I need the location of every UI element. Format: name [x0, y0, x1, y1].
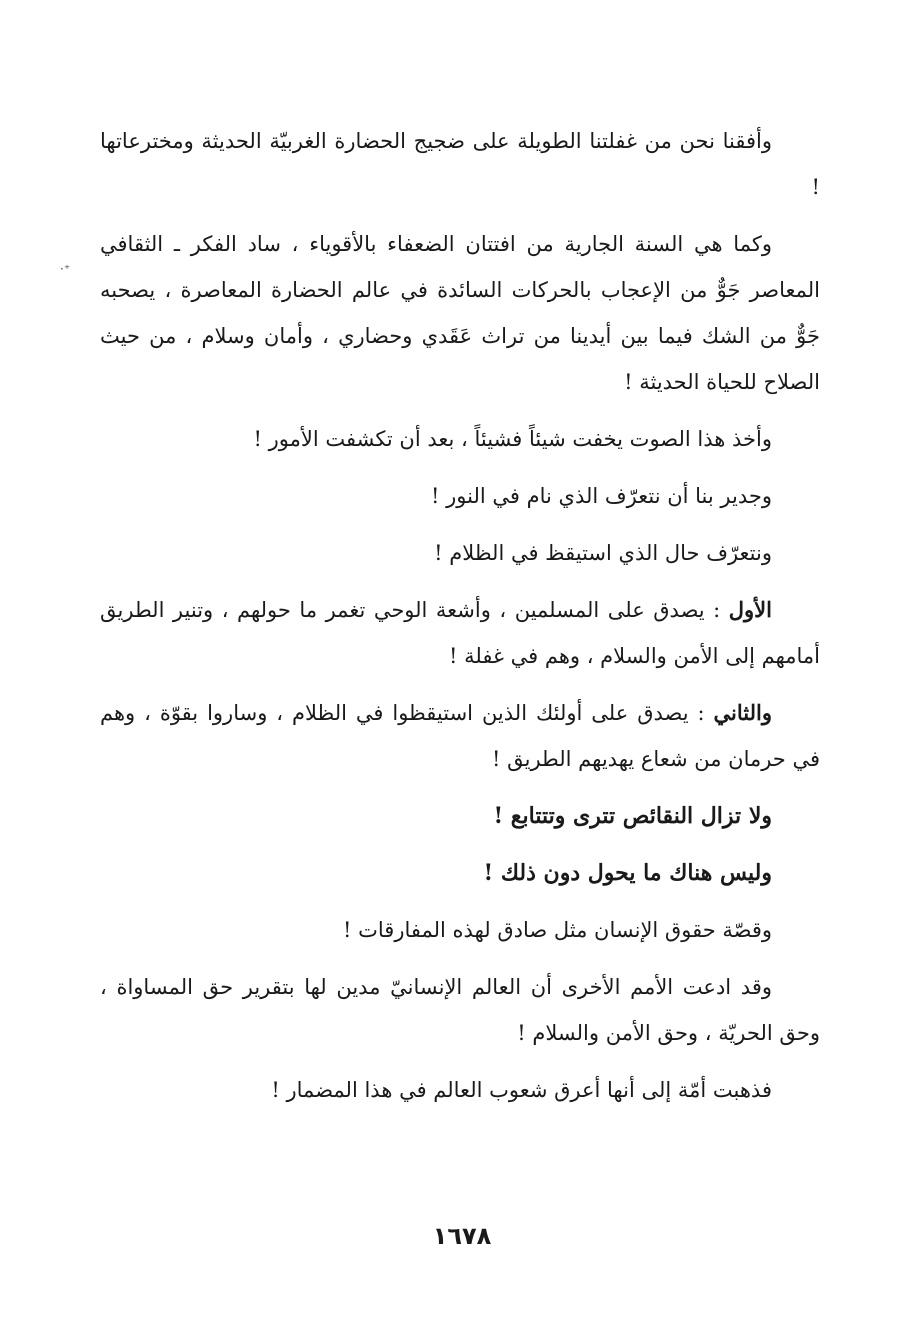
paragraph-7: والثاني : يصدق على أولئك الذين استيقظوا في الظلام ، وساروا بقوّة ، وهم في حرمان من شعاع يهديهم الطريق ! [100, 700, 820, 771]
paragraph-10: وقصّة حقوق الإنسان مثل صادق لهذه المفارقات ! [343, 918, 772, 942]
paragraph-9: وليس هناك ما يحول دون ذلك ! [483, 860, 772, 886]
paragraph-6: الأول : يصدق على المسلمين ، وأشعة الوحي تغمر ما حولهم ، وتنير الطريق أمامهم إلى الأمن والسلام ، وهم في غفلة ! [100, 597, 820, 668]
page-number: ١٦٧٨ [432, 1222, 492, 1250]
page-body [100, 118, 820, 1124]
paragraph-3: وأخذ هذا الصوت يخفت شيئاً فشيئاً ، بعد أن تكشفت الأمور ! [253, 427, 772, 451]
paragraph-8: ولا تزال النقائص تترى وتتتابع ! [493, 803, 772, 829]
paragraph-lead-first: الأول [728, 597, 772, 622]
paragraph-4: وجدير بنا أن نتعرّف الذي نام في النور ! [431, 484, 772, 508]
paragraph-5: ونتعرّف حال الذي استيقظ في الظلام ! [434, 541, 772, 565]
paragraph-11: وقد ادعت الأمم الأخرى أن العالم الإنسانيّ مدين لها بتقرير حق المساواة ، وحق الحريّة ، وحق الأمن والسلام ! [100, 975, 820, 1045]
paragraph-lead-second: والثاني [713, 700, 772, 725]
paragraph-2: وكما هي السنة الجارية من افتتان الضعفاء بالأقوياء ، ساد الفكر ـ الثقافي المعاصر جَوٌّ من الإعجاب بالحركات السائدة في عالم الحضارة المعاصرة ، يصحبه جَوٌّ من الشك فيما بين أيدينا من تراث عَقَدي وحضاري ، وأمان وسلام ، من حيث الصلاح للحياة الحديثة ! [100, 232, 820, 394]
paragraph-1: وأفقنا نحن من غفلتنا الطويلة على ضجيج الحضارة الغربيّة الحديثة ومخترعاتها ! [100, 129, 820, 199]
paragraph-12: فذهبت أمّة إلى أنها أعرق شعوب العالم في هذا المضمار ! [271, 1078, 772, 1102]
margin-mark: ·⁺ [60, 262, 71, 276]
